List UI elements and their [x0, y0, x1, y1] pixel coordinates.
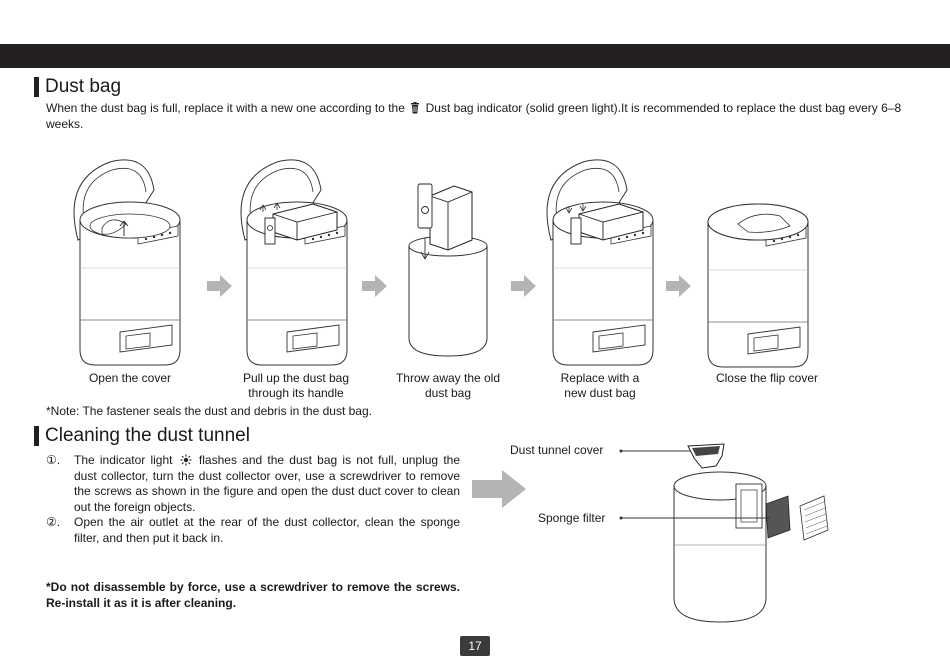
step-open-cover-figure [74, 160, 180, 365]
tunnel-step-1: ①. The indicator light flashes and the dust bag is not full, unplug the dust collector, turn the dust collector over, use a screwdriver to remove the screws as shown in the figure and open the dust duct cover to clean out the foreign objects. [46, 453, 461, 514]
dust-bag-note: *Note: The fastener seals the dust and debris in the dust bag. [46, 404, 372, 418]
step-replace-bag-figure [547, 160, 653, 365]
dust-bag-intro: When the dust bag is full, replace it with a new one according to the Dust bag indicator (solid green light).It is recommended to replace the dust bag every 6–8 weeks. [46, 101, 902, 131]
label-dust-tunnel-cover: Dust tunnel cover [510, 443, 604, 457]
label-sponge-filter: Sponge filter [538, 511, 606, 525]
caption-open-cover: Open the cover [88, 371, 172, 385]
sun-icon [180, 454, 192, 466]
large-arrow-icon [472, 470, 526, 508]
section-title-dust-tunnel: Cleaning the dust tunnel [34, 425, 250, 447]
page-number: 17 [460, 636, 490, 656]
tunnel-step-2: ②. Open the air outlet at the rear of the dust collector, clean the sponge filter, and then put it back in. [46, 515, 460, 545]
caption-replace-bag: Replace with a new dust bag [560, 371, 640, 400]
caption-close-cover: Close the flip cover [715, 371, 819, 385]
warning-text: *Do not disassemble by force, use a screwdriver to remove the screws. Re-install it as it is after cleaning. [46, 580, 460, 610]
step-pull-bag-figure [241, 160, 347, 365]
caption-throw-bag: Throw away the old dust bag [395, 371, 501, 400]
caption-pull-bag: Pull up the dust bag through its handle [242, 371, 350, 400]
step-close-cover-figure [708, 204, 808, 367]
title-marker [34, 426, 39, 446]
dust-tunnel-figure [620, 444, 829, 622]
section-title-dust-bag: Dust bag [34, 76, 121, 98]
step-throw-bag-figure [409, 184, 487, 356]
